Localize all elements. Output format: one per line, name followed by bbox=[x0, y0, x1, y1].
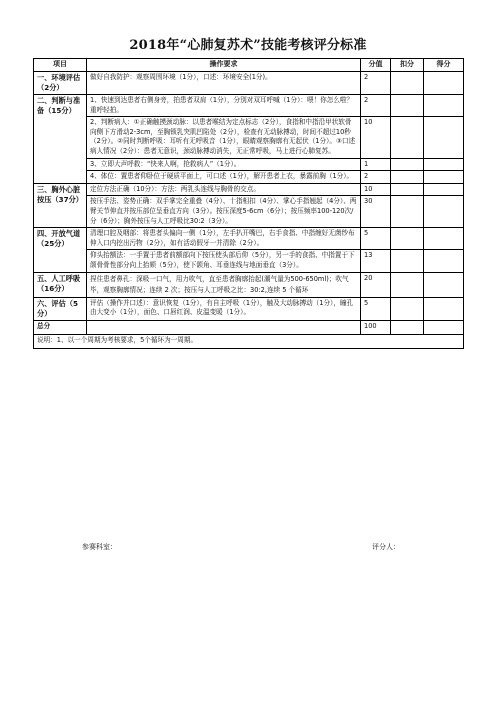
score-cell[interactable] bbox=[424, 272, 464, 297]
item-cell: 三、胸外心脏按压（37分） bbox=[34, 183, 87, 227]
header-points: 分值 bbox=[361, 59, 391, 72]
deduct-cell[interactable] bbox=[391, 117, 424, 158]
score-cell[interactable] bbox=[424, 95, 464, 117]
note-text: 说明：1、以一个周期为考核要求，5个循环为一周期。 bbox=[34, 334, 464, 348]
points-cell: 5 bbox=[361, 297, 391, 320]
score-cell[interactable] bbox=[424, 117, 464, 158]
total-blank bbox=[87, 320, 361, 334]
item-cell: 一、环境评估（2分） bbox=[34, 72, 87, 95]
table-row bbox=[34, 297, 464, 320]
requirement-cell: 1、快速到达患者右侧身旁，拍患者双肩（1分），分别对双耳呼喊（1分）：喂！你怎么啦？重呼轻拍。 bbox=[87, 95, 361, 117]
judge-signature-label: 评分人： bbox=[372, 543, 400, 551]
deduct-cell[interactable] bbox=[391, 297, 424, 320]
score-cell[interactable] bbox=[424, 158, 464, 171]
points-cell: 1 bbox=[361, 158, 391, 171]
requirement-cell: 做好自我防护：观察周围环境（1分），口述：环境安全(1分)。 bbox=[87, 72, 361, 95]
deduct-cell[interactable] bbox=[391, 95, 424, 117]
header-requirement: 操作要求 bbox=[87, 59, 361, 72]
total-row bbox=[34, 320, 464, 334]
header-deduct: 扣分 bbox=[391, 59, 424, 72]
header-item: 项目 bbox=[34, 59, 87, 72]
deduct-cell[interactable] bbox=[391, 72, 424, 95]
score-cell[interactable] bbox=[424, 196, 464, 228]
points-cell: 10 bbox=[361, 183, 391, 196]
scoring-table bbox=[33, 58, 464, 349]
table-row bbox=[34, 183, 464, 196]
points-cell: 30 bbox=[361, 196, 391, 228]
score-cell[interactable] bbox=[424, 297, 464, 320]
item-cell: 二、判断与准备（15分） bbox=[34, 95, 87, 184]
points-cell: 5 bbox=[361, 228, 391, 250]
deduct-cell[interactable] bbox=[391, 272, 424, 297]
table-row bbox=[34, 158, 464, 171]
requirement-cell: 2、判断病人：①正确触摸颈动脉：以患者喉结为定点标志（2分），食指和中指沿甲状软骨向侧下方滑动2-3cm，至胸锁乳突肌凹陷处（2分），检查有无动脉搏动，时间不超过10秒（2分）。②同时判断呼吸：耳听有无呼吸音（1分），眼睛观察胸廓有无起伏（1分）。③口述病人情况（2分）：患者无意识，颈动脉搏动消失，无正常呼吸，马上进行心肺复苏。 bbox=[87, 117, 361, 158]
requirement-cell: 定位方法正确（10分）：方法：两乳头连线与胸骨的交点。 bbox=[87, 183, 361, 196]
deduct-cell[interactable] bbox=[391, 183, 424, 196]
requirement-cell: 评估（操作并口述）：意识恢复（1分），有自主呼吸（1分），触及大动脉搏动（1分），瞳孔由大变小（1分），面色、口唇红润、皮温变暖（1分）。 bbox=[87, 297, 361, 320]
score-cell[interactable] bbox=[424, 72, 464, 95]
score-cell[interactable] bbox=[424, 228, 464, 250]
score-cell[interactable] bbox=[424, 250, 464, 272]
requirement-cell: 清理口腔及咽部：将患者头偏向一侧（1分），左手扒开嘴巴，右手食指、中指缠好无菌纱布伸入口内挖出污物（2分），如有活动假牙一并清除（2分）。 bbox=[87, 228, 361, 250]
table-row bbox=[34, 95, 464, 117]
deduct-cell[interactable] bbox=[391, 196, 424, 228]
deduct-cell[interactable] bbox=[391, 171, 424, 184]
points-cell: 10 bbox=[361, 117, 391, 158]
item-cell: 六、评估（5分） bbox=[34, 297, 87, 320]
requirement-cell: 按压手法、姿势正确：双手掌完全重叠（4分）、十指相扣（4分）、掌心手指翘起（4分）、两臂关节伸直并按压部位呈垂直方向（3分）。按压深度5-6cm（6分）；按压频率100-120次/分（6分）；胸外按压与人工呼吸比30:2（3分）。 bbox=[87, 196, 361, 228]
requirement-cell: 仰头抬额法：一手置于患者前额部向下按压使头部后仰（5分），另一手的食指、中指置于下颌骨骨性部分向上抬颏（5分），使下颌角、耳垂连线与地面垂直（3分）。 bbox=[87, 250, 361, 272]
requirement-cell: 捏住患者鼻孔：深吸一口气，用力吹气，直至患者胸廓抬起(潮气量为500-650ml)；吹气毕，观察胸廓情况；连续 2 次；按压与人工呼吸之比：30:2,连续 5 个循环 bbox=[87, 272, 361, 297]
total-score-cell[interactable] bbox=[424, 320, 464, 334]
table-row bbox=[34, 250, 464, 272]
deduct-cell[interactable] bbox=[391, 228, 424, 250]
points-cell: 2 bbox=[361, 171, 391, 184]
score-cell[interactable] bbox=[424, 171, 464, 184]
table-row bbox=[34, 72, 464, 95]
table-header-row bbox=[34, 59, 464, 72]
points-cell: 2 bbox=[361, 72, 391, 95]
table-row bbox=[34, 228, 464, 250]
deduct-cell[interactable] bbox=[391, 158, 424, 171]
department-signature-label: 参赛科室： bbox=[82, 543, 117, 551]
points-cell: 2 bbox=[361, 95, 391, 117]
header-score: 得分 bbox=[424, 59, 464, 72]
page-title: 2018年“心肺复苏术”技能考核评分标准 bbox=[129, 38, 367, 53]
table-row bbox=[34, 196, 464, 228]
total-deduct-cell[interactable] bbox=[391, 320, 424, 334]
points-cell: 13 bbox=[361, 250, 391, 272]
requirement-cell: 3、立即大声呼救：“快来人啊，抢救病人”（1分）。 bbox=[87, 158, 361, 171]
table-row bbox=[34, 171, 464, 184]
total-label: 总分 bbox=[34, 320, 87, 334]
note-row bbox=[34, 334, 464, 348]
deduct-cell[interactable] bbox=[391, 250, 424, 272]
score-cell[interactable] bbox=[424, 183, 464, 196]
points-cell: 20 bbox=[361, 272, 391, 297]
item-cell: 五、人工呼吸（16分） bbox=[34, 272, 87, 297]
item-cell: 四、开放气道（25分） bbox=[34, 228, 87, 272]
total-points: 100 bbox=[361, 320, 391, 334]
requirement-cell: 4、体位：置患者仰卧位于硬质平面上，可口述（1分），解开患者上衣，暴露前胸（1分）。 bbox=[87, 171, 361, 184]
table-row bbox=[34, 272, 464, 297]
table-row bbox=[34, 117, 464, 158]
